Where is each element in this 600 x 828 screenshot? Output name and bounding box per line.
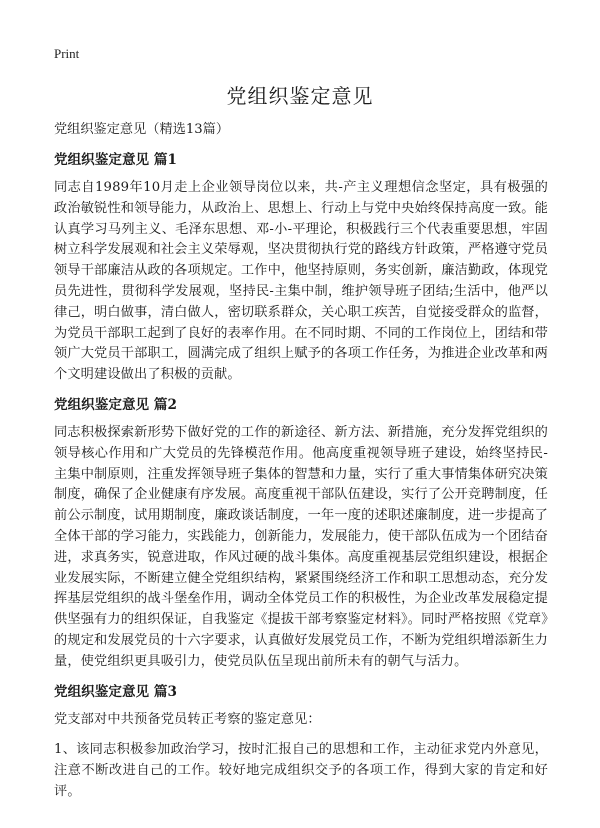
section-heading: 党组织鉴定意见 篇3: [54, 683, 177, 700]
document-subtitle: 党组织鉴定意见（精选13篇）: [54, 122, 230, 137]
section-paragraph: 同志积极探索新形势下做好党的工作的新途径、新方法、新措施，充分发挥党组织的领导核心作用和广大党员的先锋模范作用。他高度重视领导班子建设，始终坚持民-主集中制原则，注重发挥领导班子集体的智慧和力量，实行了重大事情集体研究决策制度，确保了企业健康有序发展。高度重视干部队伍建设，实行了公开竞聘制度，任前公示制度，试用期制度，廉政谈话制度，一年一度的述职述廉制度，进一步提高了全体干部的学习能力，实践能力，创新能力，发展能力，使干部队伍成为一个团结奋进，求真务实，锐意进取，作风过硬的战斗集体。高度重视基层党组织建设，根据企业发展实际，不断建立健全党组织结构，紧紧围绕经济工作和职工思想动态，充分发挥基层党组织的战斗堡垒作用，调动全体党员工作的积极性，为企业改革发展稳定提供坚强有力的组织保证，自我鉴定《提拔干部考察鉴定材料》。同时严格按照《党章》的规定和发展党员的十六字要求，认真做好发展党员工作，不断为党组织增添新生力量，使党组织更具吸引力，使党员队伍呈现出前所未有的朝气与活力。: [54, 424, 548, 669]
section-2: [54, 395, 548, 673]
print-link[interactable]: Print: [54, 46, 80, 61]
section-paragraph: 1、该同志积极参加政治学习，按时汇报自己的思想和工作，主动征求党内外意见，注意不断改进自己的工作。较好地完成组织交予的各项工作，得到大家的肯定和好评。: [54, 742, 548, 799]
section-heading: 党组织鉴定意见 篇2: [54, 396, 177, 413]
section-paragraph: 党支部对中共预备党员转正考察的鉴定意见：: [54, 711, 321, 727]
page-title: 党组织鉴定意见: [226, 84, 374, 108]
section-3: [54, 682, 548, 803]
section-heading: 党组织鉴定意见 篇1: [54, 152, 177, 168]
document-body: [54, 120, 548, 812]
section-paragraph: 同志自1989年10月走上企业领导岗位以来，共-产主义理想信念坚定，具有极强的政治敏锐性和领导能力，从政治上、思想上、行动上与党中央始终保持高度一致。能认真学习马列主义、毛泽东思想、邓-小-平理论，积极践行三个代表重要思想，牢固树立科学发展观和社会主义荣辱观，坚决贯彻执行党的路线方针政策，严格遵守党员领导干部廉洁从政的各项规定。工作中，他坚持原则，务实创新，廉洁勤政，体现党员先进性，贯彻科学发展观，坚持民-主集中制，维护领导班子团结;生活中，他严以律己，明白做事，清白做人，密切联系群众，关心职工疾苦，自觉接受群众的监督，为党员干部职工起到了良好的表率作用。在不同时期、不同的工作岗位上，团结和带领广大党员干部职工，圆满完成了组织上赋予的各项工作任务，为推进企业改革和两个文明建设做出了积极的贡献。: [54, 180, 548, 383]
section-1: [54, 150, 548, 386]
